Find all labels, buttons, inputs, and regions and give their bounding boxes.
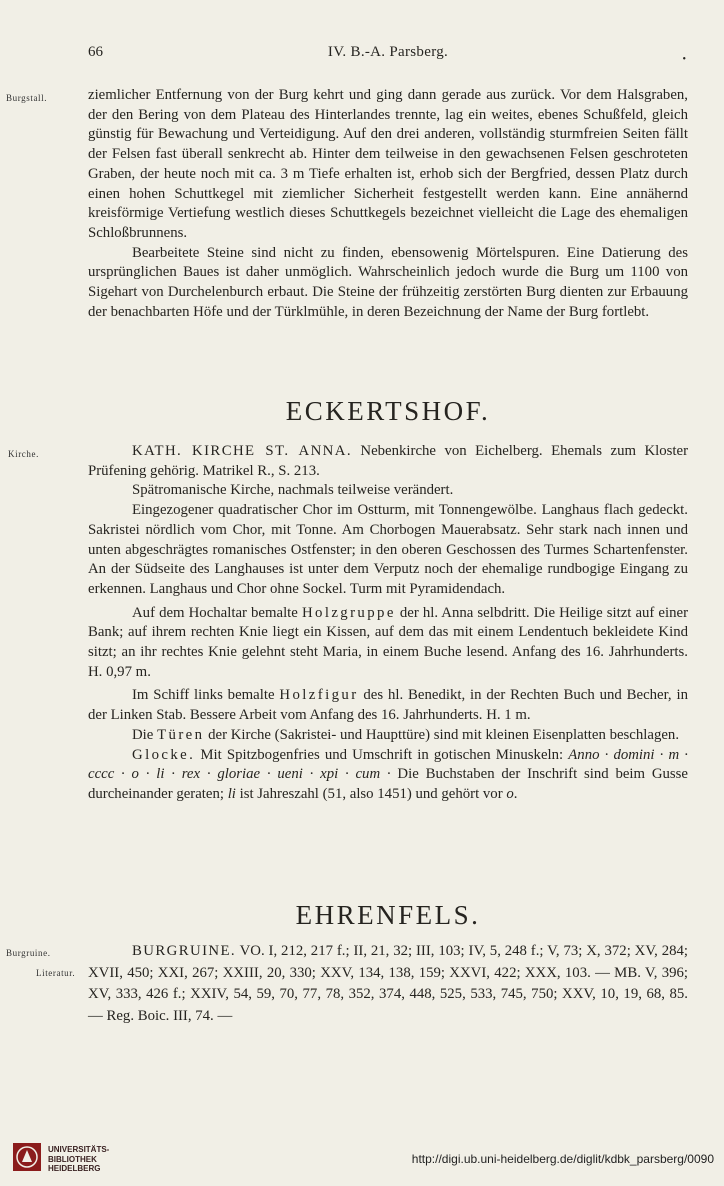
heading-eckertshof: ECKERTSHOF. <box>285 396 491 426</box>
bell-inscription: Anno · domini · m · cccc · o · li · rex · gloriae · ueni · xpi · cum · <box>88 746 688 783</box>
margin-note-burgruine: Burgruine. <box>6 948 51 958</box>
section-ehrenfels <box>88 941 688 1027</box>
eckertshof-paragraph-1: KATH. KIRCHE ST. ANNA. Nebenkirche von Eichelberg. Ehemals zum Kloster Prüfening gehörig. Matrikel R., S. 213. <box>88 443 688 479</box>
university-seal-icon <box>12 1142 42 1172</box>
heading-ehrenfels: EHRENFELS. <box>295 900 481 930</box>
term-holzgruppe: Holzgruppe <box>301 604 396 621</box>
running-title: IV. B.-A. Parsberg. <box>327 44 449 60</box>
page-number: 66 <box>88 44 103 60</box>
term-tueren: Türen <box>157 726 205 743</box>
source-url-link[interactable]: http://digi.ub.uni-heidelberg.de/diglit/kdbk_parsberg/0090 <box>411 1152 714 1166</box>
page-header <box>88 44 688 66</box>
ehrenfels-paragraph-1: BURGRUINE. VO. I, 212, 217 f.; II, 21, 32; III, 103; IV, 5, 248 f.; V, 73; X, 372; XV, 284; XVII, 450; XXI, 267; XXIII, 20, 330; XXV, 134, 138, 159; XXVI, 422; XXX, 103. — MB. V, 396; XV, 333, 426 f.; XXIV, 54, 59, 70, 77, 78, 352, 374, 448, 525, 533, 745, 750; XXV, 10, 19, 68, 85. — Reg. Boic. III, 74. — <box>88 943 688 1024</box>
term-glocke: Glocke. <box>132 746 196 763</box>
margin-note-burgstall: Burgstall. <box>6 93 48 103</box>
eckertshof-paragraph-7: Glocke. Mit Spitzbogenfries und Umschrift in gotischen Minuskeln: Anno · domini · m · cccc · o · li · rex · gloriae · ueni · xpi · cum · Die Buchstaben der Inschrift sind beim Gusse durcheinander geraten; li ist Jahreszahl (51, also 1451) und gehört vor o. <box>88 746 688 802</box>
margin-note-literatur: Literatur. <box>36 968 76 978</box>
margin-note-kirche: Kirche. <box>8 449 39 459</box>
ruin-title: BURGRUINE. <box>132 943 237 959</box>
eckertshof-paragraph-4: Auf dem Hochaltar bemalte Holzgruppe der hl. Anna selbdritt. Die Heilige sitzt auf einer Bank; auf ihrem rechten Knie liegt ein Kissen, auf dem das mit einem Lendentuch bekleidete Kind sitzt; an ihr rechtes Knie gelehnt steht Maria, in einem Buche lesend. Anfang des 16. Jahrhunderts. H. 0,97 m. <box>88 604 688 680</box>
footer <box>0 1136 724 1186</box>
section-burgstall <box>88 86 688 322</box>
eckertshof-paragraph-5: Im Schiff links bemalte Holzfigur des hl. Benedikt, in der Rechten Buch und Becher, in der Linken Stab. Bessere Arbeit vom Anfang des 16. Jahrhunderts. H. 1 m. <box>88 687 688 724</box>
term-holzfigur: Holzfigur <box>279 687 359 704</box>
library-name: UNIVERSITÄTS- BIBLIOTHEK HEIDELBERG <box>48 1145 110 1173</box>
burgstall-paragraph-2: Bearbeitete Steine sind nicht zu finden, ebensowenig Mörtelspuren. Eine Datierung des ursprünglichen Baues ist daher unmöglich. Wahrscheinlich jedoch wurde die Burg um 1100 von Sigehart von Durchelenburch erbaut. Die Steine der frühzeitig zerstörten Burg dienten zur Erbauung der benachbarten Höfe und der Türklmühle, in deren Bezeichnung der Name der Burg fortlebt. <box>88 244 688 320</box>
print-mark: • <box>682 54 686 65</box>
burgstall-paragraph-1: ziemlicher Entfernung von der Burg kehrt und ging dann gerade aus zurück. Vor dem Halsgraben, der den Bering von dem Plateau des Hinterlandes trennte, lag ein weites, ebenes Schußfeld, gleich günstig für Bewachung und Verteidigung. Auf den drei anderen, vollständig sturmfreien Seiten fällt der Felsen fast überall senkrecht ab. Hinter dem teilweise in den gewachsenen Felsen geschroteten Graben, der heute noch mit ca. 3 m Tiefe erhalten ist, erhob sich der Bergfried, dessen Platz durch einen hohen Schuttkegel mit ziemlicher Sicherheit festgestellt werden kann. Eine annähernd kreisförmige Vertiefung westlich dieses Schuttkegels bezeichnet vielleicht die Lage des ehemaligen Schloßbrunnens. <box>88 87 688 241</box>
eckertshof-paragraph-3: Eingezogener quadratischer Chor im Ostturm, mit Tonnengewölbe. Langhaus flach gedeckt. Sakristei nördlich vom Chor, mit Tonne. Am Chorbogen Mauerabsatz. Sehr stark nach innen und unten abgeschrägtes romanisches Ostfenster; in den oberen Geschossen des Turmes Schartenfenster. An der Südseite des Langhauses ist unter dem Verputz noch der ehemalige rundbogige Eingang zu erkennen. Langhaus und Chor ohne Sockel. Turm mit Pyramidendach. <box>88 502 688 597</box>
eckertshof-paragraph-2: Spätromanische Kirche, nachmals teilweise verändert. <box>132 482 454 499</box>
section-eckertshof <box>88 442 688 805</box>
eckertshof-paragraph-6: Die Türen der Kirche (Sakristei- und Haupttüre) sind mit kleinen Eisenplatten beschlagen. <box>132 726 680 743</box>
church-title: KATH. KIRCHE ST. ANNA. <box>132 443 352 459</box>
